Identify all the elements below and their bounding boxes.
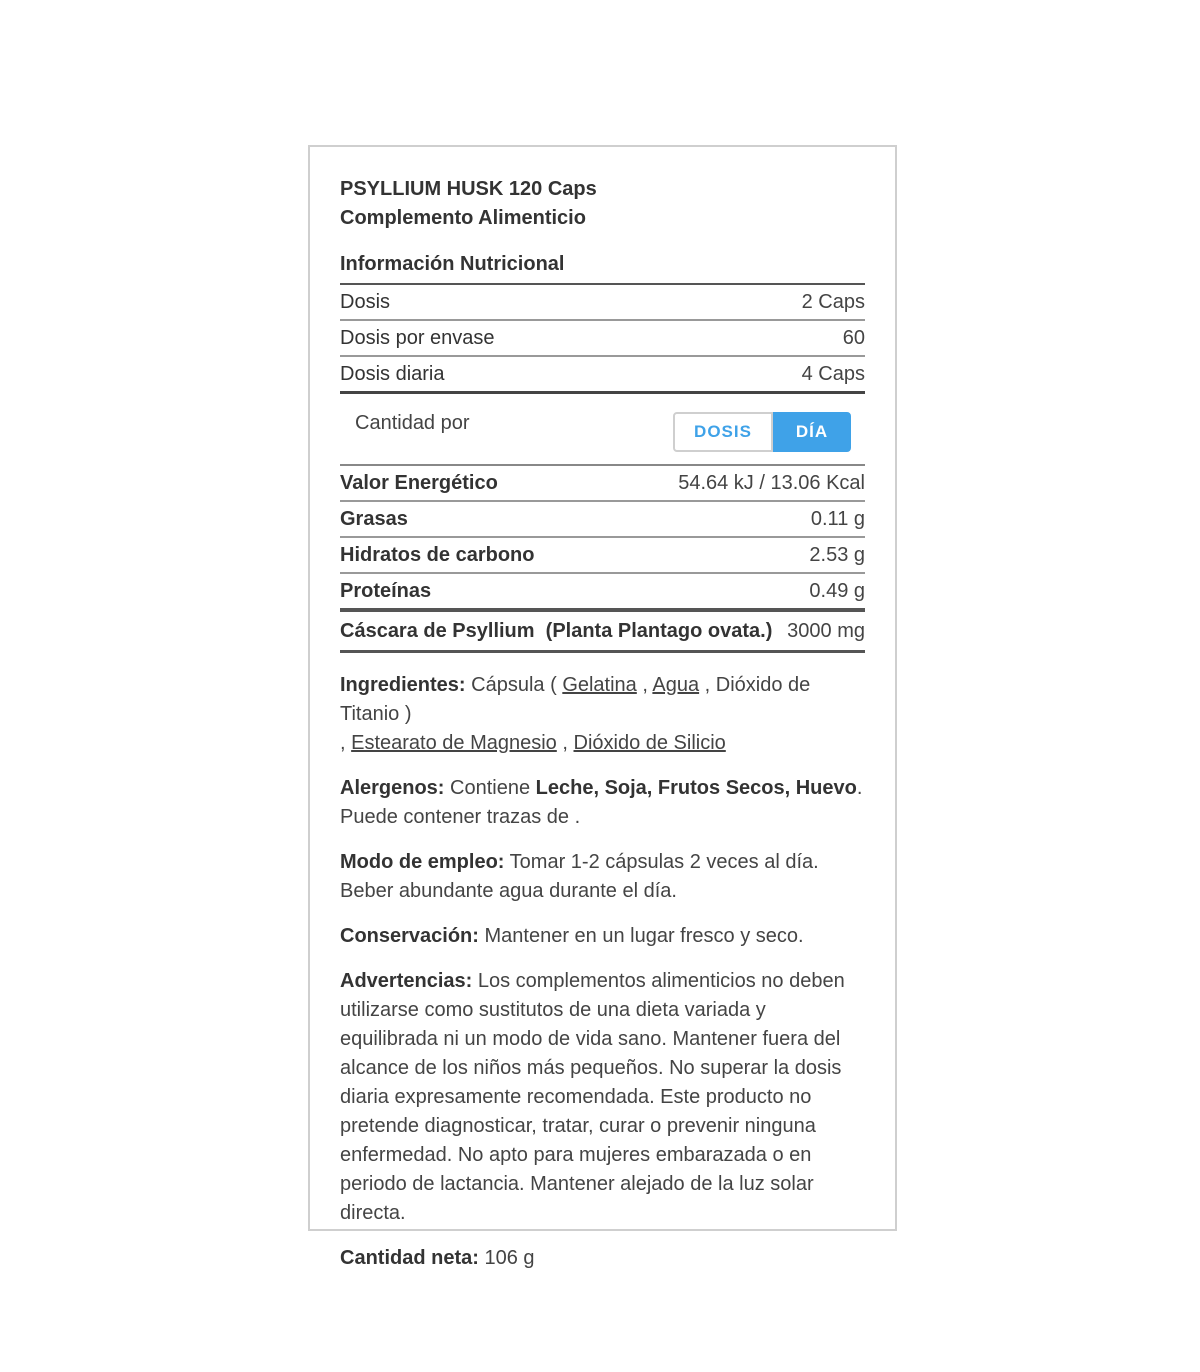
allergens-label: Alergenos: (340, 777, 445, 799)
servings-per-container-row (340, 321, 865, 357)
active-ingredient-value: 3000 mg (787, 619, 865, 642)
allergens-traces: Puede contener trazas de . (340, 806, 581, 828)
nutrient-label: Valor Energético (340, 471, 498, 494)
nutrient-row-carbs (340, 538, 865, 574)
ingredient-link-gelatina[interactable]: Gelatina (562, 674, 637, 696)
nutrient-label: Proteínas (340, 579, 432, 602)
net-quantity-paragraph (340, 1244, 865, 1273)
nutrient-label: Grasas (340, 507, 408, 530)
daily-dose-row (340, 357, 865, 394)
serving-label: Dosis (340, 290, 391, 313)
nutrient-value: 0.49 g (809, 579, 865, 602)
allergens-text: . (856, 777, 863, 799)
serving-value: 2 Caps (801, 290, 865, 313)
servings-per-container-value: 60 (842, 326, 865, 349)
usage-text: Tomar 1-2 cápsulas 2 veces al día. Beber abundante agua durante el día. (340, 851, 819, 902)
nutrient-value: 2.53 g (809, 543, 865, 566)
product-subtitle: Complemento Alimenticio (340, 207, 586, 229)
nutrient-row-protein (340, 574, 865, 612)
ingredient-link-agua[interactable]: Agua (652, 674, 700, 696)
nutrient-value: 0.11 g (810, 507, 865, 530)
nutrient-row-energy (340, 466, 865, 502)
usage-label: Modo de empleo: (340, 851, 505, 873)
nutrient-row-fat (340, 502, 865, 538)
product-title: PSYLLIUM HUSK 120 Caps (340, 178, 597, 200)
ingredients-text: , (340, 732, 346, 754)
warnings-paragraph (340, 967, 865, 1228)
ingredient-link-silicio[interactable]: Dióxido de Silicio (573, 732, 726, 754)
nutrient-value: 54.64 kJ / 13.06 Kcal (678, 471, 865, 494)
allergens-text: Contiene (450, 777, 531, 799)
warnings-text: Los complementos alimenticios no deben utilizarse como sustitutos de una dieta variada y equilibrada ni un modo de vida sano. Mantener fuera del alcance de los niños más pequeños. No superar la dosis diaria expresamente recomendada. Este producto no pretende diagnosticar, tratar, curar o prevenir ninguna enfermedad. No apto para mujeres embarazada o en periodo de lactancia. Mantener alejado de la luz solar directa. (340, 970, 845, 1224)
net-quantity-value: 106 g (484, 1247, 535, 1269)
nutrition-panel (308, 145, 897, 1269)
allergens-list: Leche, Soja, Frutos Secos, Huevo (535, 777, 857, 799)
ingredients-text: , Dióxido de Titanio ) (340, 674, 811, 725)
amount-per-selector (340, 394, 865, 466)
net-quantity-label: Cantidad neta: (340, 1247, 479, 1269)
nutrition-heading: Información Nutricional (340, 249, 865, 285)
storage-paragraph (340, 922, 865, 951)
ingredients-paragraph (340, 671, 865, 758)
usage-paragraph (340, 848, 865, 906)
serving-row (340, 285, 865, 321)
ingredient-link-estearato[interactable]: Estearato de Magnesio (351, 732, 557, 754)
ingredients-text: , (562, 732, 568, 754)
ingredients-label: Ingredientes: (340, 674, 466, 696)
allergens-paragraph (340, 774, 865, 832)
storage-label: Conservación: (340, 925, 479, 947)
nutrient-label: Hidratos de carbono (340, 543, 535, 566)
warnings-label: Advertencias: (340, 970, 473, 992)
dose-day-toggle (673, 412, 851, 452)
servings-per-container-label: Dosis por envase (340, 326, 495, 349)
toggle-dia-button[interactable]: DÍA (773, 412, 851, 452)
daily-dose-value: 4 Caps (801, 362, 865, 385)
storage-text: Mantener en un lugar fresco y seco. (484, 925, 804, 947)
amount-per-label: Cantidad por (355, 412, 470, 434)
ingredients-text: , (642, 674, 648, 696)
active-ingredient-row (340, 612, 865, 653)
ingredients-text: Cápsula ( (471, 674, 557, 696)
daily-dose-label: Dosis diaria (340, 362, 445, 385)
active-ingredient-label: Cáscara de Psyllium (Planta Plantago ovata.) (340, 619, 773, 642)
toggle-dosis-button[interactable]: DOSIS (673, 412, 773, 452)
